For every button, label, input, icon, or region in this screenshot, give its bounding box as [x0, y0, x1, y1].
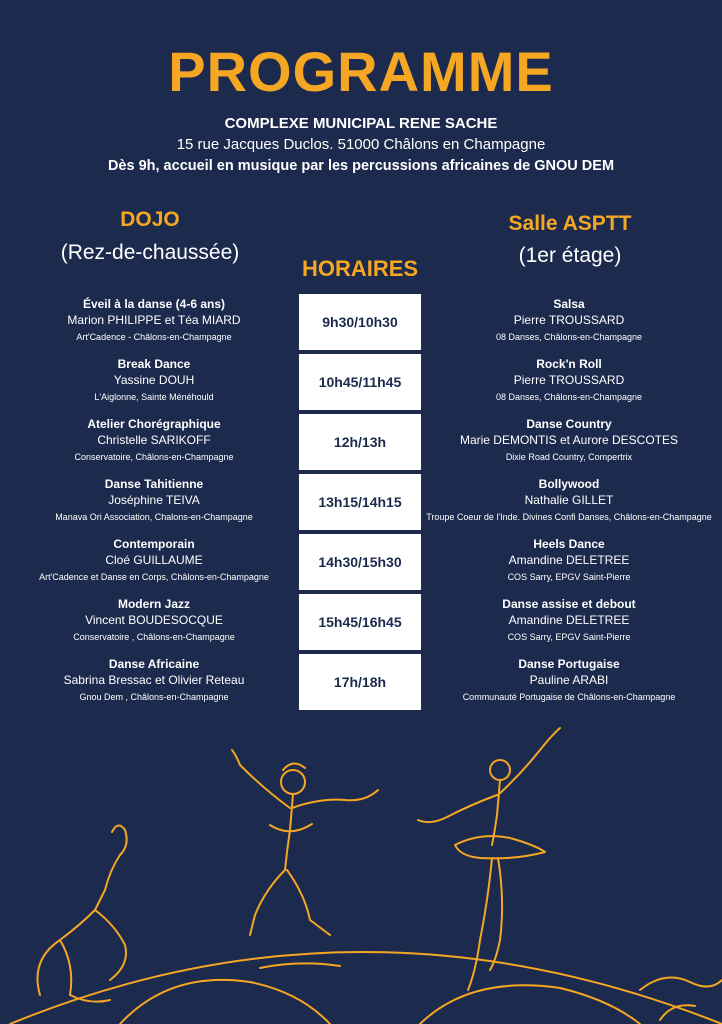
activity-organisation: 08 Danses, Châlons-en-Champagne [495, 392, 643, 402]
list-item [12, 594, 296, 654]
time-slot: 14h30/15h30 [299, 534, 421, 590]
activity-teacher: Sabrina Bressac et Olivier Reteau [63, 673, 245, 687]
list-item [12, 354, 296, 414]
venue-address: 15 rue Jacques Duclos. 51000 Châlons en Champagne [176, 136, 546, 153]
list-item [424, 474, 714, 534]
activity-name: Danse Tahitienne [104, 477, 204, 491]
activity-teacher: Pauline ARABI [529, 673, 609, 687]
time-slot: 9h30/10h30 [299, 294, 421, 350]
schedule-times [299, 294, 421, 714]
list-item [424, 294, 714, 354]
activity-organisation: Art'Cadence - Châlons-en-Champagne [76, 332, 232, 342]
asptt-activity-list [424, 294, 714, 714]
activity-organisation: COS Sarry, EPGV Saint-Pierre [507, 572, 631, 582]
activity-organisation: 08 Danses, Châlons-en-Champagne [495, 332, 643, 342]
activity-name: Danse Portugaise [518, 657, 620, 671]
dojo-subheading: (Rez-de-chaussée) [60, 241, 240, 264]
list-item [424, 594, 714, 654]
list-item [12, 414, 296, 474]
asptt-heading: Salle ASPTT [508, 212, 632, 235]
list-item [12, 654, 296, 714]
welcome-note: Dès 9h, accueil en musique par les percussions africaines de GNOU DEM [107, 158, 615, 174]
activity-teacher: Christelle SARIKOFF [97, 433, 211, 447]
list-item [12, 294, 296, 354]
venue-name: COMPLEXE MUNICIPAL RENE SACHE [224, 115, 498, 132]
time-slot: 17h/18h [299, 654, 421, 710]
activity-organisation: Troupe Coeur de l'Inde. Divines Confi Danses, Châlons-en-Champagne [426, 512, 712, 522]
activity-teacher: Joséphine TEIVA [108, 493, 200, 507]
activity-name: Salsa [553, 297, 585, 311]
activity-name: Contemporain [113, 537, 195, 551]
time-slot: 10h45/11h45 [299, 354, 421, 410]
list-item [12, 474, 296, 534]
time-slot: 15h45/16h45 [299, 594, 421, 650]
activity-teacher: Marie DEMONTIS et Aurore DESCOTES [459, 433, 679, 447]
activity-organisation: Art'Cadence et Danse en Corps, Châlons-en-Champagne [39, 572, 269, 582]
list-item [424, 534, 714, 594]
activity-teacher: Nathalie GILLET [524, 493, 614, 507]
activity-name: Modern Jazz [117, 597, 190, 611]
asptt-subheading: (1er étage) [518, 244, 622, 267]
activity-organisation: Conservatoire, Châlons-en-Champagne [74, 452, 234, 462]
activity-teacher: Pierre TROUSSARD [513, 373, 625, 387]
activity-teacher: Marion PHILIPPE et Téa MIARD [67, 313, 241, 327]
activity-teacher: Yassine DOUH [113, 373, 195, 387]
page-title: PROGRAMME [168, 40, 554, 103]
activity-teacher: Amandine DELETREE [508, 613, 630, 627]
dojo-heading: DOJO [120, 208, 180, 231]
activity-name: Danse assise et debout [502, 597, 636, 611]
dojo-activity-list [12, 294, 296, 714]
activity-organisation: Manava Ori Association, Chalons-en-Champagne [55, 512, 253, 522]
activity-name: Rock'n Roll [536, 357, 602, 371]
activity-teacher: Amandine DELETREE [508, 553, 630, 567]
activity-organisation: COS Sarry, EPGV Saint-Pierre [507, 632, 631, 642]
list-item [424, 414, 714, 474]
list-item [424, 654, 714, 714]
activity-organisation: L'Aiglonne, Sainte Ménéhould [94, 392, 214, 402]
activity-name: Break Dance [117, 357, 191, 371]
activity-organisation: Gnou Dem , Châlons-en-Champagne [79, 692, 229, 702]
activity-name: Éveil à la danse (4-6 ans) [82, 297, 226, 311]
activity-teacher: Pierre TROUSSARD [513, 313, 625, 327]
dancers-line-art-icon [0, 720, 722, 1024]
activity-organisation: Conservatoire , Châlons-en-Champagne [73, 632, 235, 642]
time-slot: 12h/13h [299, 414, 421, 470]
activity-name: Heels Dance [533, 537, 605, 551]
activity-organisation: Communauté Portugaise de Châlons-en-Champagne [462, 692, 676, 702]
activity-organisation: Dixie Road Country, Compertrix [505, 452, 633, 462]
activity-teacher: Vincent BOUDESOCQUE [85, 613, 223, 627]
activity-teacher: Cloé GUILLAUME [105, 553, 203, 567]
list-item [424, 354, 714, 414]
activity-name: Danse Country [526, 417, 612, 431]
activity-name: Atelier Chorégraphique [87, 417, 221, 431]
time-slot: 13h15/14h15 [299, 474, 421, 530]
schedule-heading: HORAIRES [301, 256, 419, 281]
activity-name: Danse Africaine [108, 657, 200, 671]
activity-name: Bollywood [538, 477, 600, 491]
list-item [12, 534, 296, 594]
